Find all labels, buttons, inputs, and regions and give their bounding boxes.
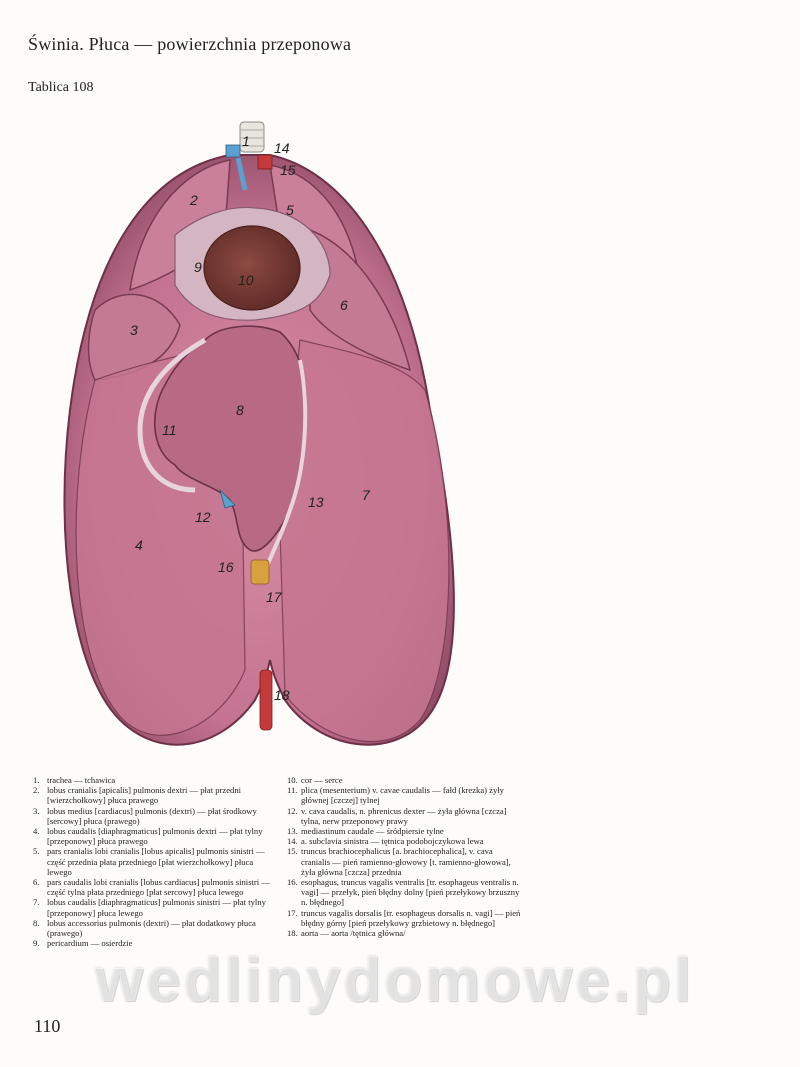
legend-item: 18. aorta — aorta /tętnica główna/ [287,928,406,939]
figure-label-15: 15 [280,162,296,178]
watermark: wedlinydomowe.pl [95,946,695,1015]
legend-item: 12. v. cava caudalis, n. phrenicus dexter — żyła główna [czcza] tylna, nerw przeponowy prawy [287,805,507,826]
figure-label-10: 10 [238,272,254,288]
legend-item: 6. pars caudalis lobi cranialis [lobus cardiacus] pulmonis sinistri — część tylna płata przedniego [płat sercowy] płuca lewego [33,877,270,898]
legend-left [33,775,273,948]
legend-item: 2. lobus cranialis [apicalis] pulmonis dextri — płat przedni [wierzchołkowy] płuca prawego [33,785,242,806]
figure-label-17: 17 [266,589,282,605]
figure-label-2: 2 [190,192,198,208]
legend-item: 7. lobus caudalis [diaphragmaticus] pulmonis sinistri — płat tylny [przeponowy] płuca lewego [33,897,266,918]
legend-item: 11. plica (mesenterium) v. cavae caudalis — fałd (krezka) żyły głównej [czczej] tylnej [287,785,504,806]
figure-label-16: 16 [218,559,234,575]
aorta [260,670,272,730]
figure-label-11: 11 [162,422,177,438]
heart [204,226,300,310]
figure-label-6: 6 [340,297,348,313]
legend-item: 13. mediastinum caudale — śródpiersie tylne [287,826,444,837]
legend-item: 1. trachea — tchawica [33,775,116,785]
legend-right [287,775,522,938]
subclavian-artery [258,155,272,169]
figure-label-3: 3 [130,322,138,338]
legend-item: 14. a. subclavia sinistra — tętnica podobojczykowa lewa [287,836,484,847]
brachiocephalic-trunk [226,145,240,157]
figure-label-4: 4 [135,537,143,553]
figure-label-9: 9 [194,259,202,275]
legend-item: 16. esophagus, truncus vagalis ventralis [tr. esophageus ventralis n. vagi] — przełyk, pień błędny dolny [pień przełykowy brzuszny n. błędnego] [287,877,520,908]
figure-label-12: 12 [195,509,211,525]
page-number: 110 [34,1016,61,1036]
figure-label-7: 7 [362,487,370,503]
figure-label-13: 13 [308,494,324,510]
legend-item: 3. lobus medius [cardiacus] pulmonis (dextri) — płat środkowy [sercowy] płuca (prawego) [33,805,257,826]
esophagus [251,560,269,584]
legend-item: 10. cor — serce [287,775,343,785]
lung-illustration [0,110,560,770]
legend-item: 15. truncus brachiocephalicus [a. brachiocephalica], v. cava cranialis — pień ramienno-głowowy [t. ramienno-głowowa], żyła główna [czcza] przednia [287,846,511,877]
figure-label-18: 18 [274,687,290,703]
figure-label-14: 14 [274,140,290,156]
figure-label-5: 5 [286,202,294,218]
legend-item: 5. pars cranialis lobi cranialis [lobus apicalis] pulmonis sinistri — część przednia płata przedniego [płat wierzchołkowy] płuca lewego [33,846,265,877]
legend-item: 4. lobus caudalis [diaphragmaticus] pulmonis dextri — płat tylny [przeponowy] płuca prawego [33,826,263,847]
figure-label-1: 1 [242,133,250,149]
plate-number: Tablica 108 [28,80,94,95]
figure-label-8: 8 [236,402,244,418]
page-title: Świnia. Płuca — powierzchnia przeponowa [28,34,352,54]
legend-item: 8. lobus accessorius pulmonis (dextri) — płat dodatkowy płuca (prawego) [33,917,256,939]
legend-item: 17. truncus vagalis dorsalis [tr. esophageus dorsalis n. vagi] — pień błędny górny [pień przełykowy grzbietowy n. błędnego] [287,907,521,928]
legend-item: 9. pericardium — osierdzie [33,938,133,949]
